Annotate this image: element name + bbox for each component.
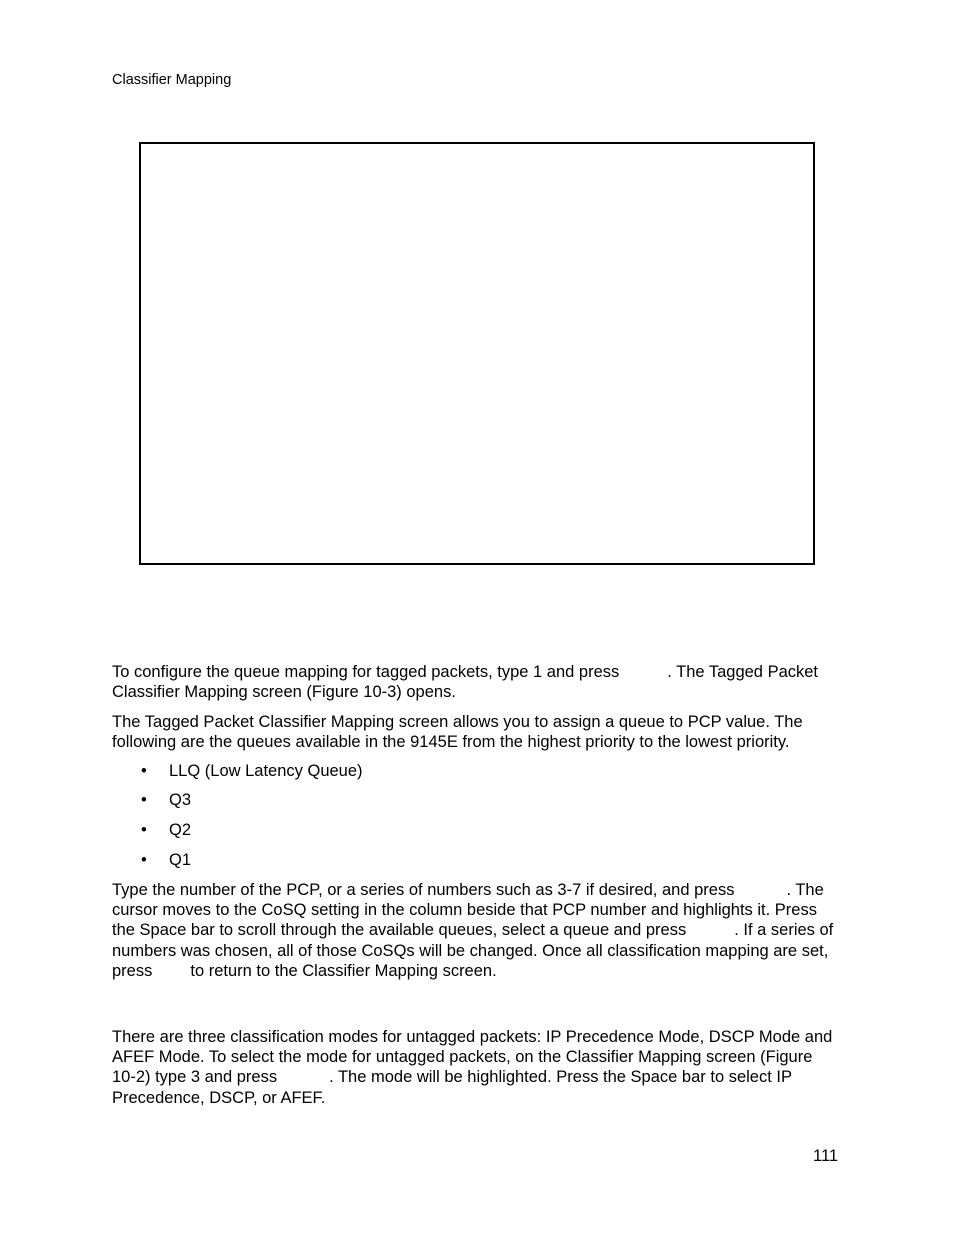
running-header: Classifier Mapping bbox=[112, 72, 232, 88]
paragraph-untagged-part-b: . The mode will be highlighted. Press the Space bar to select IP Precedence, DSCP, or AFEF. bbox=[112, 1068, 792, 1107]
bullet-item-llq: LLQ (Low Latency Queue) bbox=[169, 762, 363, 780]
bullet-marker: • bbox=[141, 791, 147, 809]
paragraph-untagged-modes bbox=[112, 1027, 840, 1108]
figure-frame bbox=[139, 142, 815, 565]
bullet-item-q3: Q3 bbox=[169, 791, 192, 809]
bullet-marker: • bbox=[141, 762, 147, 780]
bullet-item-q2: Q2 bbox=[169, 821, 192, 839]
bullet-marker: • bbox=[141, 851, 147, 869]
paragraph-pcp-part-b: . The cursor moves to the CoSQ setting in the column beside that PCP number and highlights it. Press the Space bar to scroll through the available queues, select a queue and press bbox=[112, 881, 824, 940]
page-number: 111 bbox=[813, 1147, 839, 1165]
paragraph-pcp-part-d: to return to the Classifier Mapping screen. bbox=[190, 961, 497, 980]
paragraph-untagged-part-a: There are three classification modes for untagged packets: IP Precedence Mode, DSCP Mode and AFEF Mode. To select the mode for untagged packets, on the Classifier Mapping screen (Figure 10-2) type 3 and press bbox=[112, 1028, 833, 1087]
paragraph-tagged-intro-part-a: To configure the queue mapping for tagged packets, type 1 and press bbox=[112, 663, 620, 681]
paragraph-pcp-part-c: . If a series of numbers was chosen, all of those CoSQs will be changed. Once all classification mapping are set, press bbox=[112, 921, 834, 980]
bullet-marker: • bbox=[141, 821, 147, 839]
paragraph-pcp-instructions bbox=[112, 880, 840, 981]
paragraph-tagged-intro bbox=[112, 662, 840, 702]
paragraph-queue-description: The Tagged Packet Classifier Mapping screen allows you to assign a queue to PCP value. The following are the queues available in the 9145E from the highest priority to the lowest priority. bbox=[112, 713, 803, 752]
bullet-item-q1: Q1 bbox=[169, 851, 192, 869]
paragraph-pcp-part-a: Type the number of the PCP, or a series of numbers such as 3-7 if desired, and press bbox=[112, 881, 735, 899]
paragraph-tagged-intro-part-b: . The Tagged Packet Classifier Mapping screen (Figure 10-3) opens. bbox=[112, 663, 819, 702]
